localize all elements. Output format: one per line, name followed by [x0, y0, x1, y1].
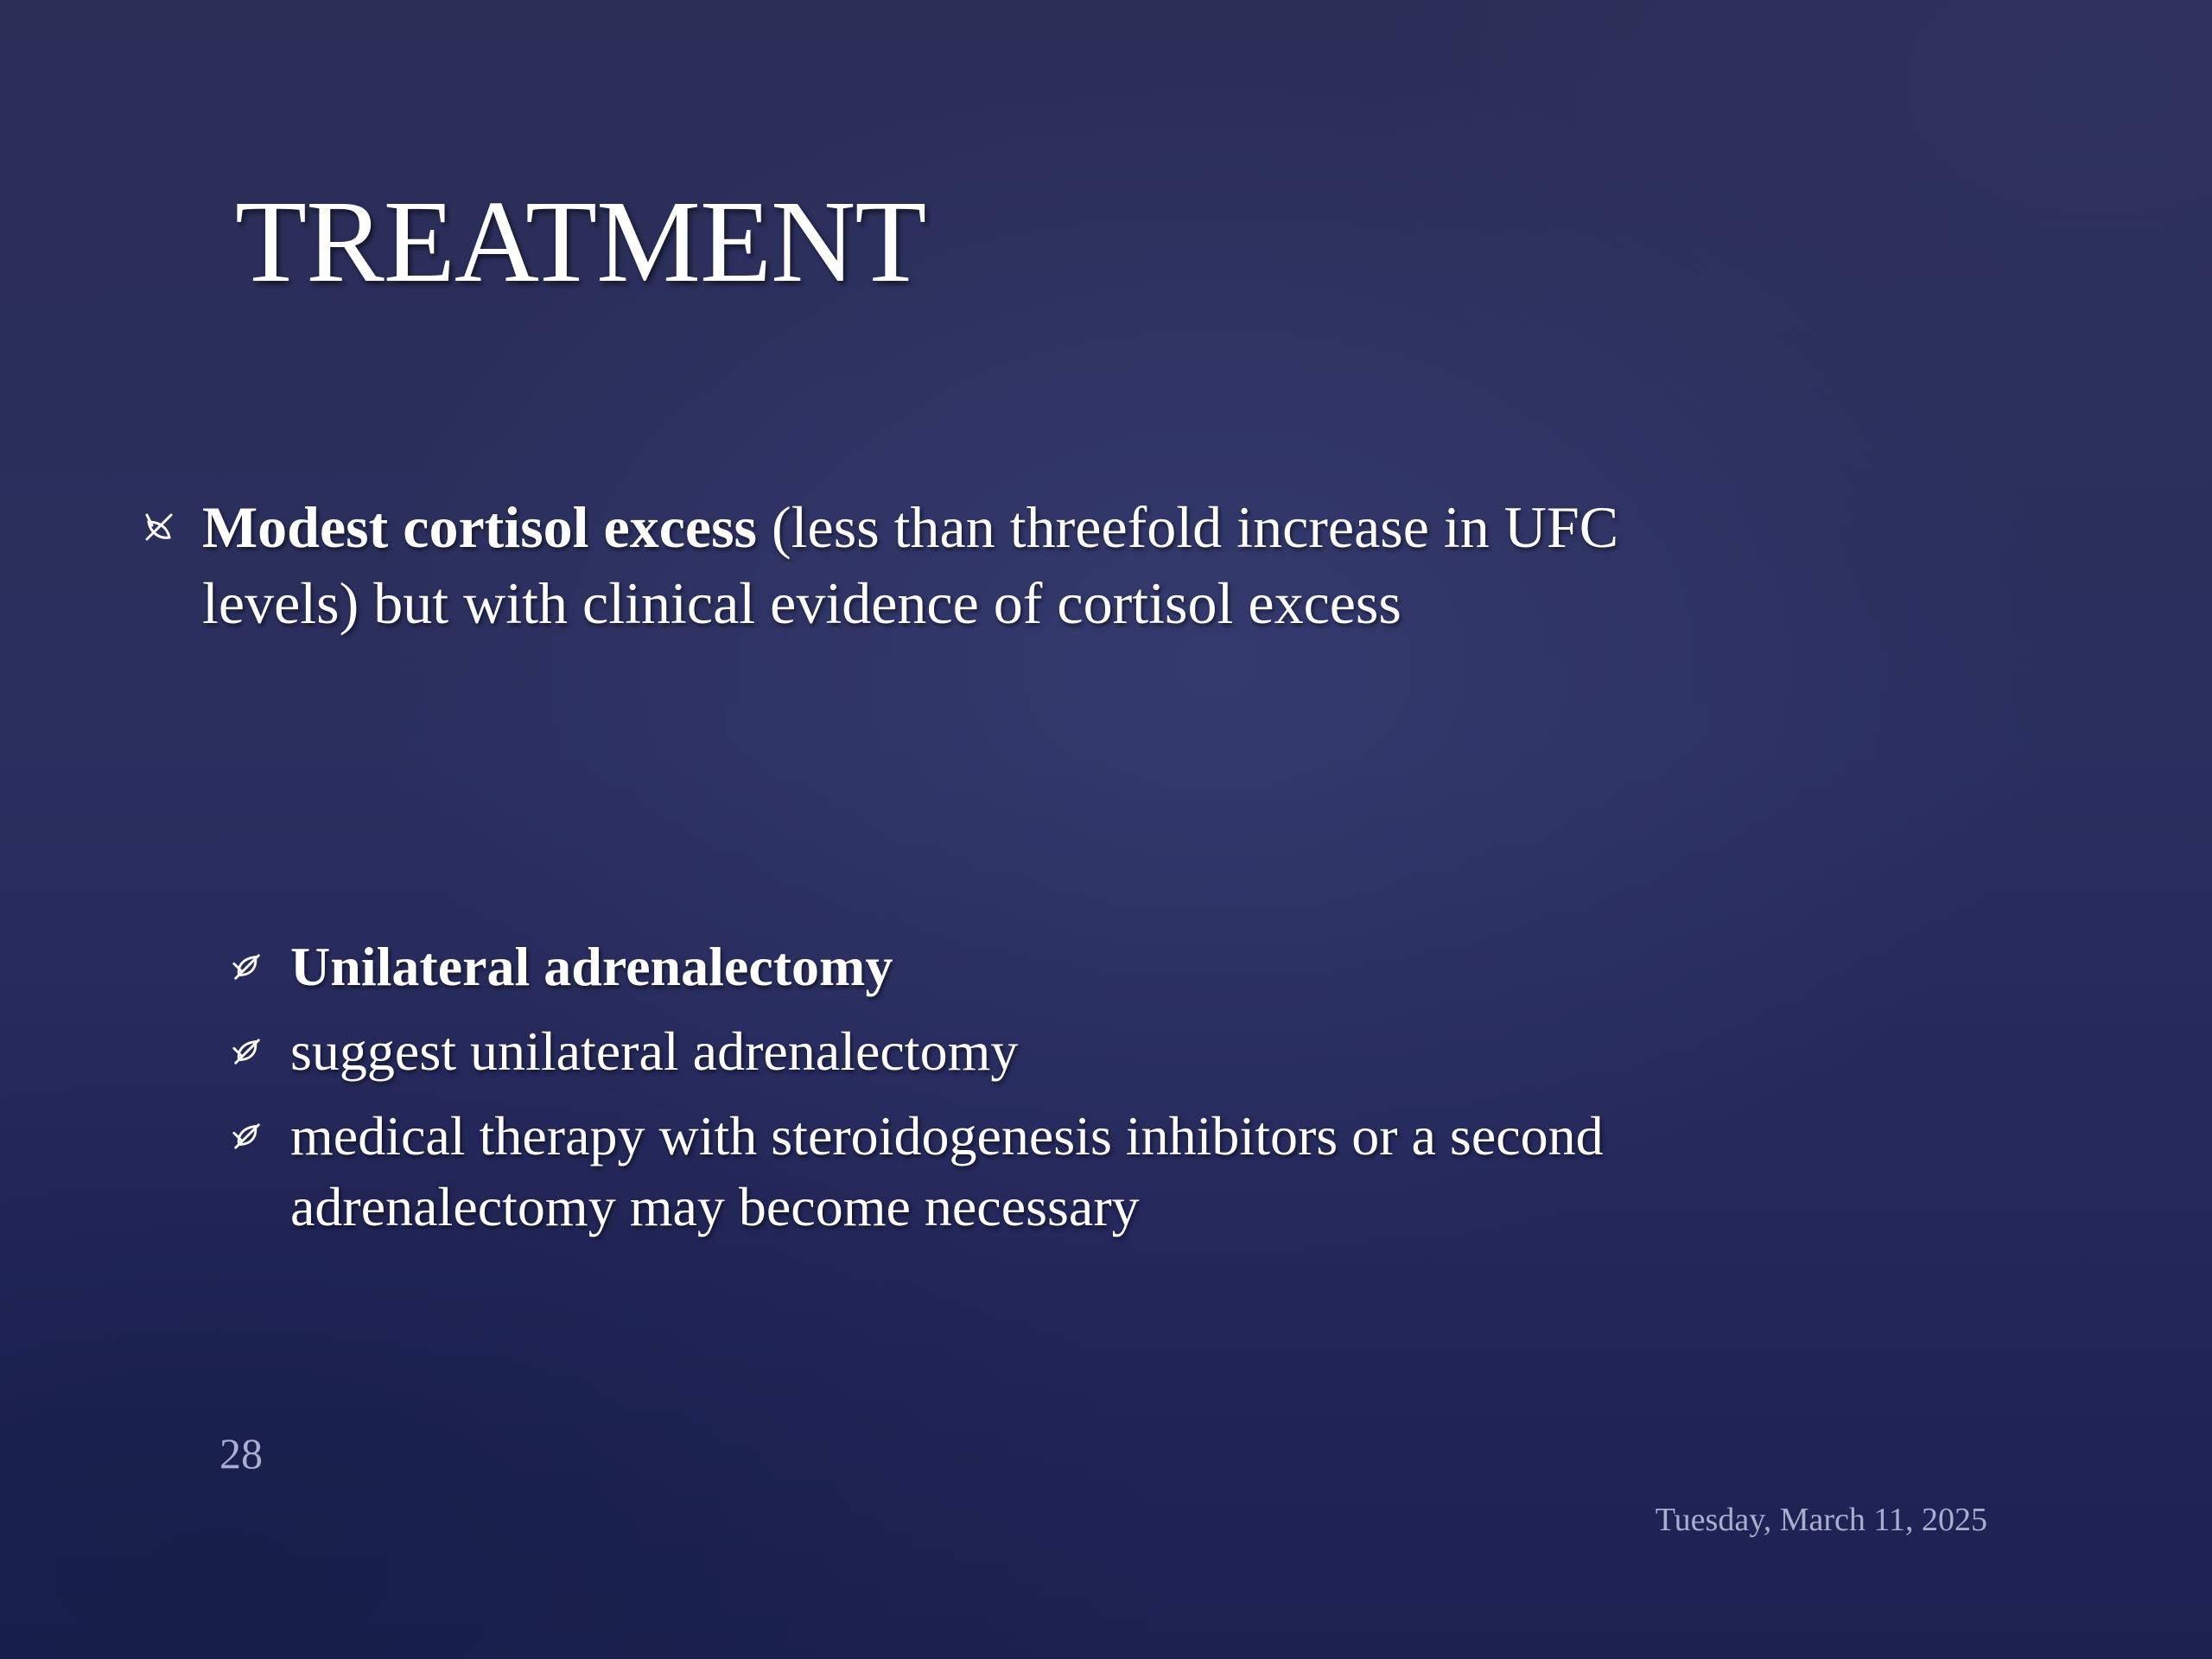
main-bullet-list — [138, 489, 2039, 641]
main-bullet-item — [138, 489, 2039, 641]
sub-bullet-list — [226, 931, 2084, 1256]
leaf-bullet-icon — [226, 931, 268, 1002]
main-bullet-line1 — [202, 489, 2039, 565]
slide-title: TREATMENT — [235, 177, 926, 307]
page-number: 28 — [219, 1429, 263, 1478]
sub-bullet-text: suggest unilateral adrenalectomy — [290, 1020, 1019, 1082]
leaf-bullet-icon — [138, 489, 180, 565]
main-bullet-bold-text: Modest cortisol excess — [202, 494, 758, 560]
leaf-bullet-icon — [226, 1016, 268, 1087]
main-bullet-line2: levels) but with clinical evidence of cortisol excess — [202, 570, 1402, 636]
leaf-bullet-icon — [226, 1101, 268, 1172]
sub-bullet-text-line2: adrenalectomy may become necessary — [290, 1176, 1140, 1237]
sub-bullet-item — [226, 931, 2084, 1002]
sub-bullet-text: Unilateral adrenalectomy — [290, 936, 893, 997]
sub-bullet-text-line1: medical therapy with steroidogenesis inhibitors or a second — [290, 1105, 1604, 1166]
sub-bullet-item — [226, 1101, 2084, 1243]
main-bullet-text-rest: (less than threefold increase in UFC — [757, 494, 1619, 560]
sub-bullet-item — [226, 1016, 2084, 1087]
slide-date: Tuesday, March 11, 2025 — [1655, 1502, 1987, 1538]
